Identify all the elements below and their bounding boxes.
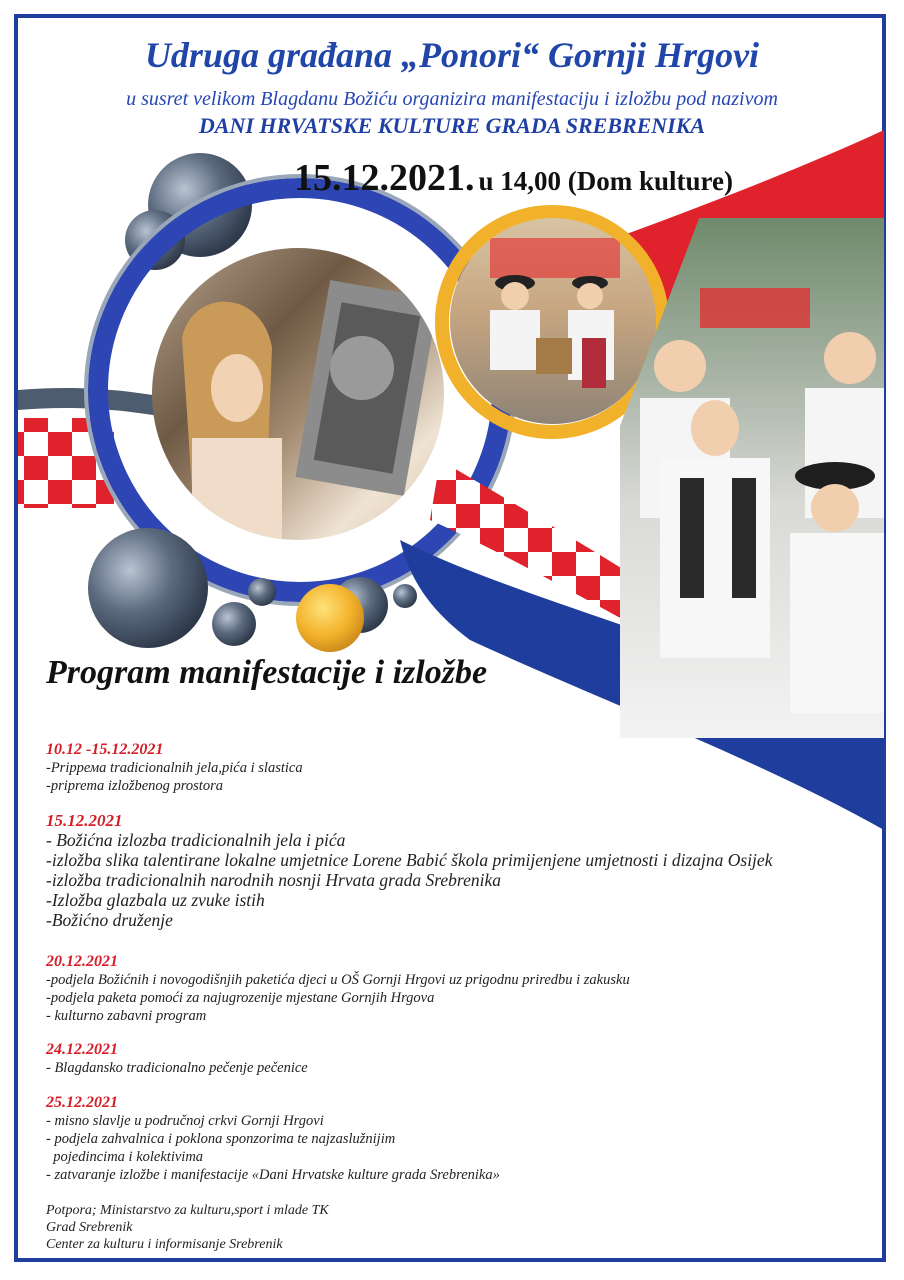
support-credits — [46, 1202, 329, 1253]
program-date: 15.12.2021 — [46, 811, 123, 830]
program-item: - zatvaranje izložbe i manifestacije «Dani Hrvatske kulture grada Srebrenika» — [46, 1167, 500, 1183]
program-item: -izložba tradicionalnih narodnih nosnji Hrvata grada Srebrenika — [46, 870, 501, 890]
program-item: - misno slavlje u područnoj crkvi Gornji Hrgovi — [46, 1113, 324, 1129]
organization-title: Udruga građana „Ponori“ Gornji Hrgovi — [144, 35, 760, 75]
event-time-place: u 14,00 (Dom kulture) — [478, 166, 734, 196]
program-item: - kulturno zabavni program — [46, 1008, 207, 1024]
program-block — [46, 741, 303, 795]
program-item: -podjela paketa pomoći za najugrozenije mjestane Gornjih Hrgova — [46, 990, 435, 1006]
program-item: -Božićno druženje — [46, 910, 173, 930]
event-date: 15.12.2021. — [294, 157, 475, 199]
program-block — [46, 1041, 308, 1077]
program-item: -priprema izložbenog prostora — [46, 778, 223, 794]
grey-sphere-bottom — [88, 528, 208, 648]
support-line: Potpora; Ministarstvo za kulturu,sport i mlade TK — [46, 1203, 329, 1218]
program-title: Program manifestacije i izložbe — [46, 654, 488, 691]
program-block — [46, 1094, 500, 1184]
program-item: - Blagdansko tradicionalno pečenje pečenice — [46, 1060, 308, 1076]
event-datetime — [294, 156, 733, 200]
program-item: -izložba slika talentirane lokalne umjetnice Lorene Babić škola primijenjene umjetnosti i dizajna Osijek — [46, 850, 773, 870]
program-date: 25.12.2021 — [46, 1094, 118, 1111]
event-subtitle: u susret velikom Blagdanu Božiću organizira manifestaciju i izložbu pod nazivom — [126, 88, 778, 110]
program-item: -podjela Božićnih i novogodišnjih paketića djeci u OŠ Gornji Hrgovi uz prigodnu priredbu i zakusku — [46, 972, 630, 988]
program-date: 10.12 -15.12.2021 — [46, 741, 164, 758]
event-name: DANI HRVATSKE KULTURE GRADA SREBRENIKA — [198, 113, 706, 138]
program-item: - podjela zahvalnica i poklona sponzorima te najzaslužnijim — [46, 1131, 396, 1147]
support-line: Center za kulturu i informisanje Srebrenik — [46, 1237, 283, 1252]
program-item: - Božićna izlozba tradicionalnih jela i pića — [46, 830, 346, 850]
program-item: -Izložba glazbala uz zvuke istih — [46, 890, 265, 910]
program-date: 24.12.2021 — [46, 1041, 118, 1058]
program-item: -Pripрема tradicionalnih jela,pića i slastica — [46, 760, 303, 776]
program-item: pojedincima i kolektivima — [46, 1149, 204, 1165]
program-block — [46, 953, 630, 1025]
program-date: 20.12.2021 — [46, 953, 118, 970]
photo-girl-painting — [152, 248, 444, 540]
support-line: Grad Srebrenik — [46, 1220, 133, 1235]
gold-sphere — [296, 584, 364, 652]
photo-children-folk-costume — [450, 218, 656, 424]
program-block — [46, 812, 772, 930]
